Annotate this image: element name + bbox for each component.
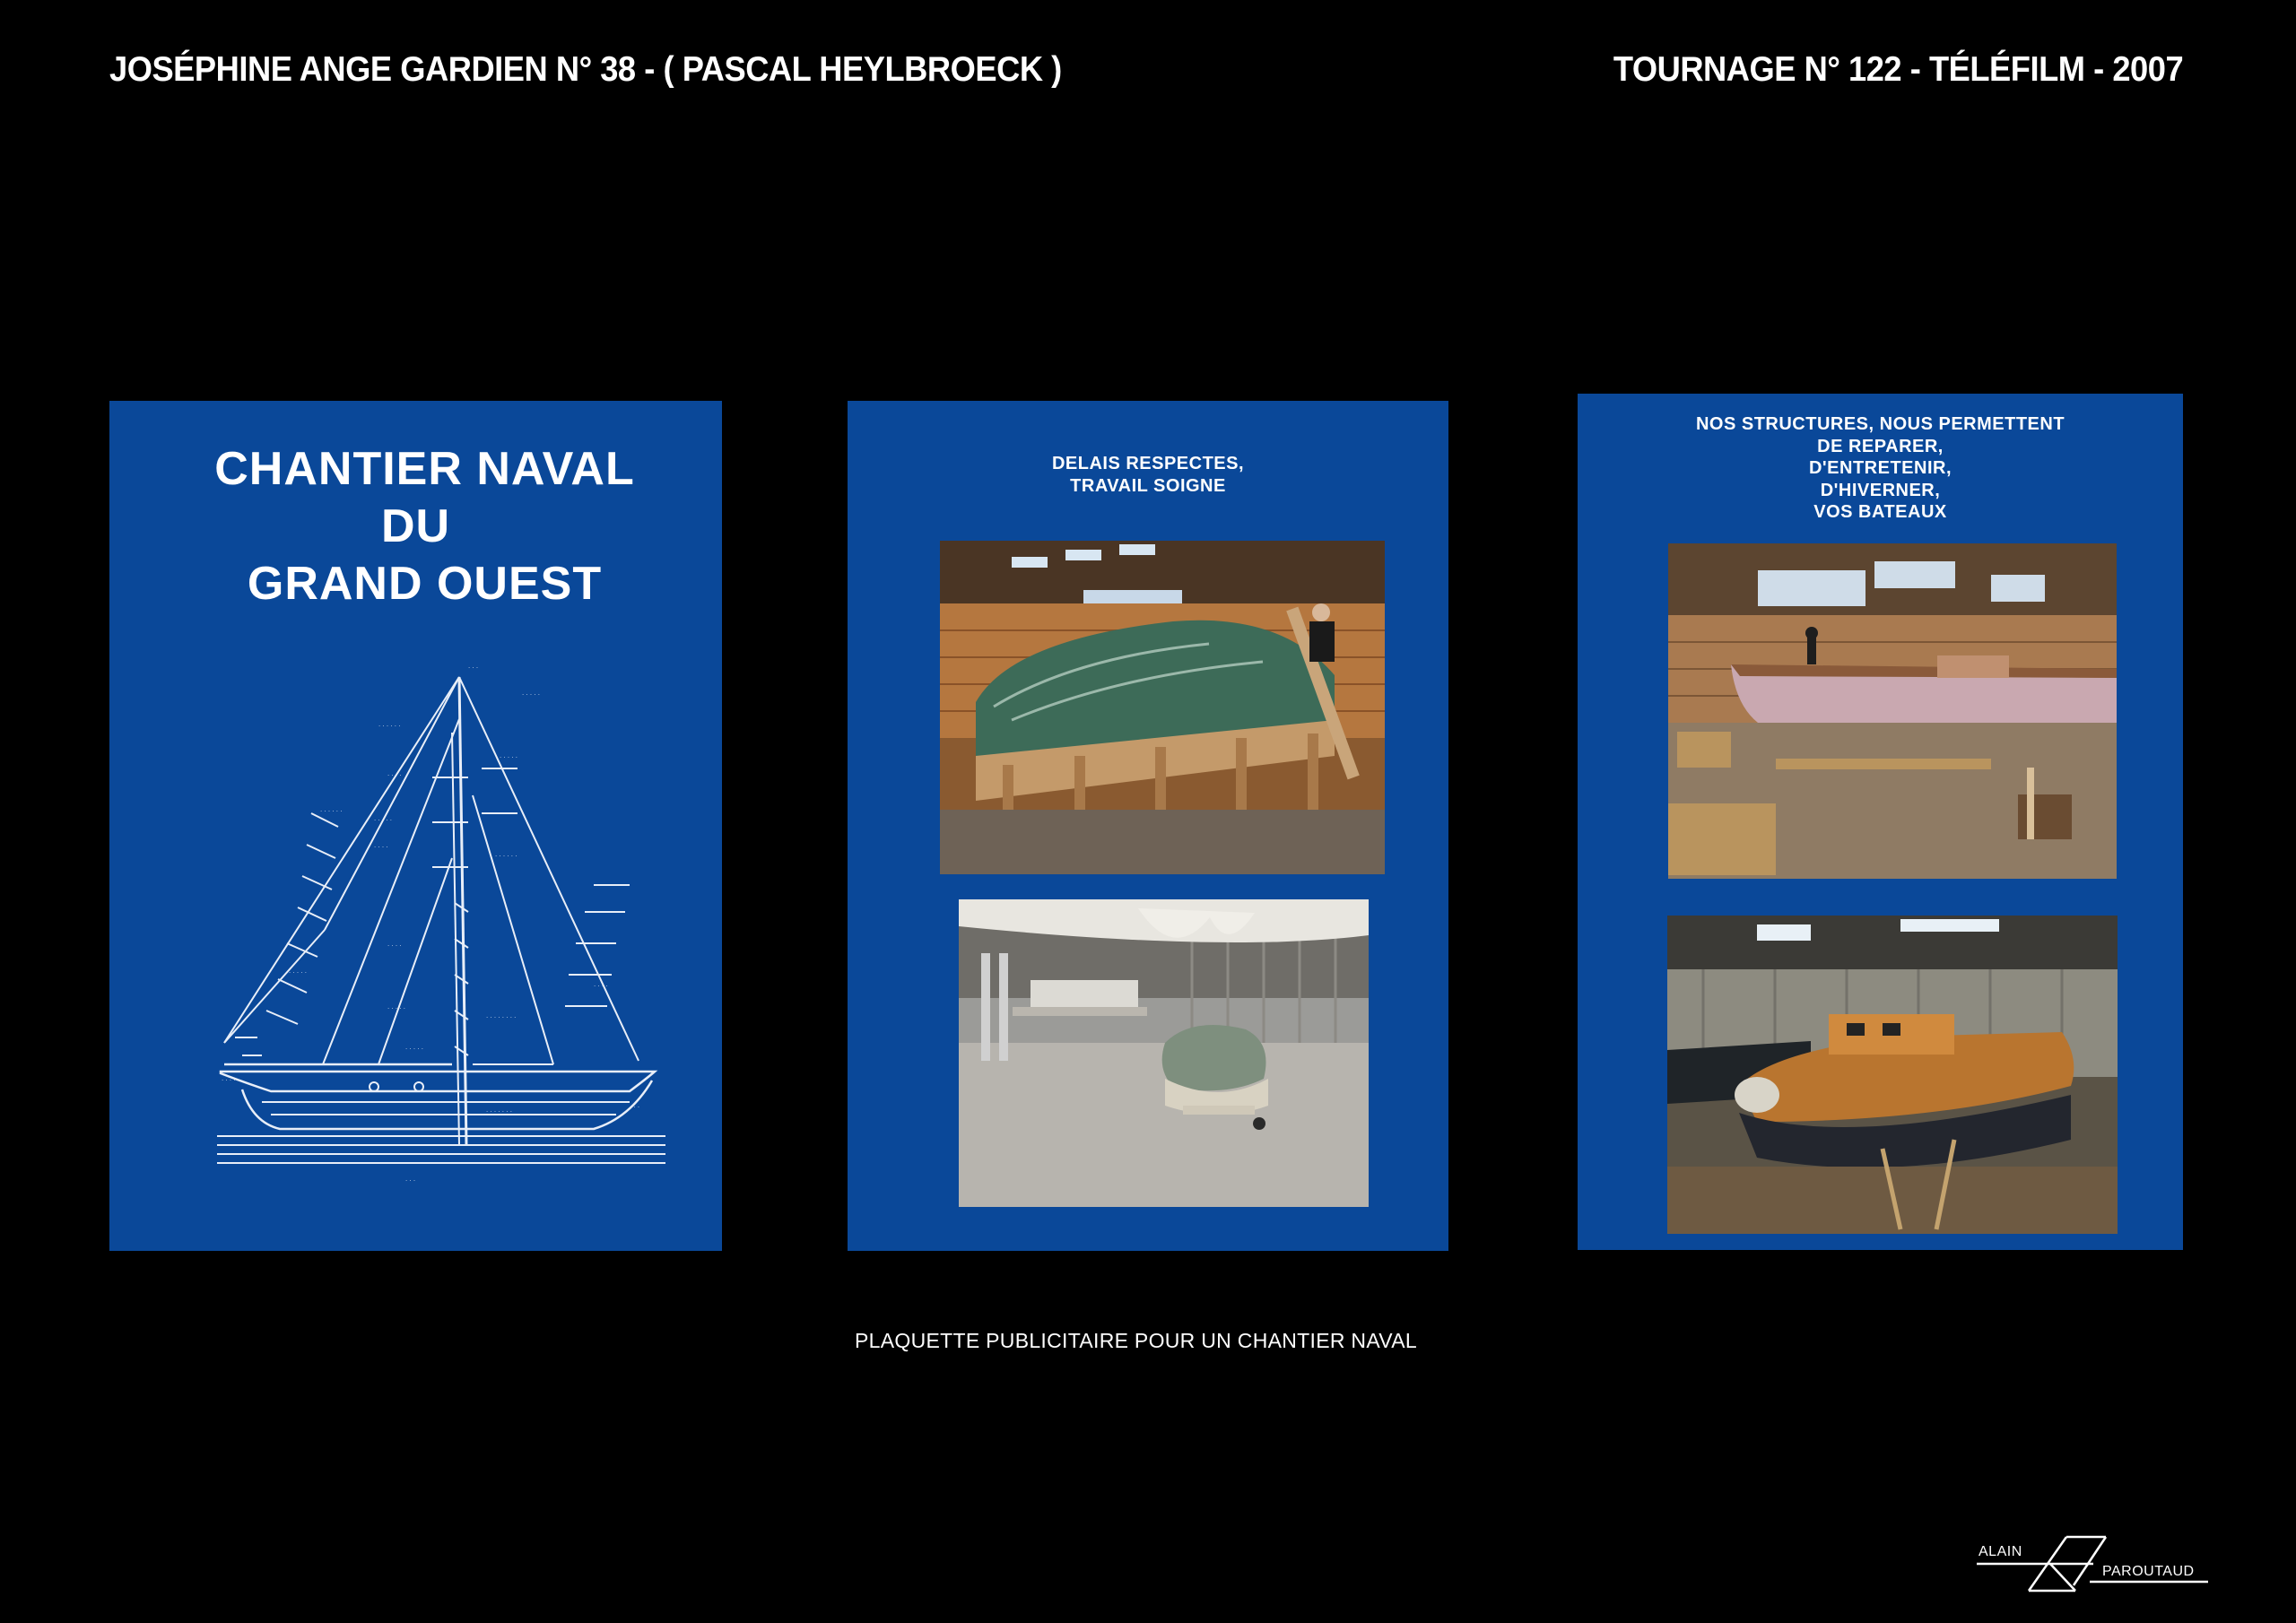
svg-text:· · · ·: · · · · xyxy=(387,772,402,779)
panel-caption-line: DELAIS RESPECTES, xyxy=(1051,454,1245,473)
cover-title-line: CHANTIER NAVAL xyxy=(214,443,635,495)
boat-restoration-photo xyxy=(1668,543,2117,879)
cover-title-line: DU xyxy=(380,500,451,552)
svg-text:· · · ·: · · · · xyxy=(374,844,388,851)
svg-text:· · · · ·: · · · · · xyxy=(374,817,393,824)
svg-text:· · · · ·: · · · · · xyxy=(387,1005,406,1012)
svg-text:· · · · ·: · · · · · xyxy=(405,1046,424,1053)
svg-text:· · ·: · · · xyxy=(630,1104,640,1111)
svg-text:· · · · · · · ·: · · · · · · · · xyxy=(486,1014,517,1021)
panel-caption-line: TRAVAIL SOIGNE xyxy=(1070,475,1226,496)
svg-text:· · ·: · · · xyxy=(405,1177,416,1185)
footer-caption: PLAQUETTE PUBLICITAIRE POUR UN CHANTIER NAVAL xyxy=(855,1329,1417,1352)
sailboat-blueprint-illustration xyxy=(163,634,701,1226)
brochure-quality-panel xyxy=(848,401,1448,1251)
svg-text:· · · · · ·: · · · · · · xyxy=(378,723,401,730)
svg-text:· · · ·: · · · · xyxy=(594,983,608,990)
brochure-structures-panel xyxy=(1578,394,2183,1250)
svg-text:· · · · · · ·: · · · · · · · xyxy=(486,1108,512,1115)
panel-caption-line: VOS BATEAUX xyxy=(1813,502,1947,522)
svg-text:· · ·: · · · xyxy=(468,664,479,672)
panel-caption-line: DE REPARER, xyxy=(1817,436,1944,456)
cover-title xyxy=(109,440,722,612)
panel-caption xyxy=(1578,413,2183,524)
brochure-cover-panel xyxy=(109,401,722,1251)
panel-caption-line: D'ENTRETENIR, xyxy=(1808,458,1952,478)
signature-last-name: PAROUTAUD xyxy=(2102,1564,2195,1579)
header-title-right: TOURNAGE N° 122 - TÉLÉFILM - 2007 xyxy=(1613,50,2183,89)
header-title-left: JOSÉPHINE ANGE GARDIEN N° 38 - ( PASCAL HEYLBROECK ) xyxy=(109,50,1062,89)
svg-text:· · · · ·: · · · · · xyxy=(522,691,541,699)
svg-text:· · · · ·: · · · · · xyxy=(500,754,518,761)
svg-text:· · · ·: · · · · xyxy=(222,1077,236,1084)
svg-text:· · · ·: · · · · xyxy=(387,942,402,950)
panel-caption-line: NOS STRUCTURES, NOUS PERMETTENT xyxy=(1695,414,2066,434)
hull-construction-photo xyxy=(940,541,1385,874)
boat-storage-photo xyxy=(1667,916,2118,1234)
panel-caption xyxy=(848,453,1448,497)
panel-caption-line: D'HIVERNER, xyxy=(1820,480,1941,500)
signature-first-name: ALAIN xyxy=(1979,1544,2022,1559)
workshop-boat-photo xyxy=(959,899,1369,1207)
svg-text:· · · · · ·: · · · · · · xyxy=(495,853,517,860)
cover-title-line: GRAND OUEST xyxy=(247,558,603,610)
svg-text:· · · · ·: · · · · · xyxy=(289,969,308,976)
svg-text:· · · · · ·: · · · · · · xyxy=(320,808,343,815)
svg-text:· · · · ·: · · · · · xyxy=(486,1068,505,1075)
author-signature-logo xyxy=(1977,1533,2210,1594)
